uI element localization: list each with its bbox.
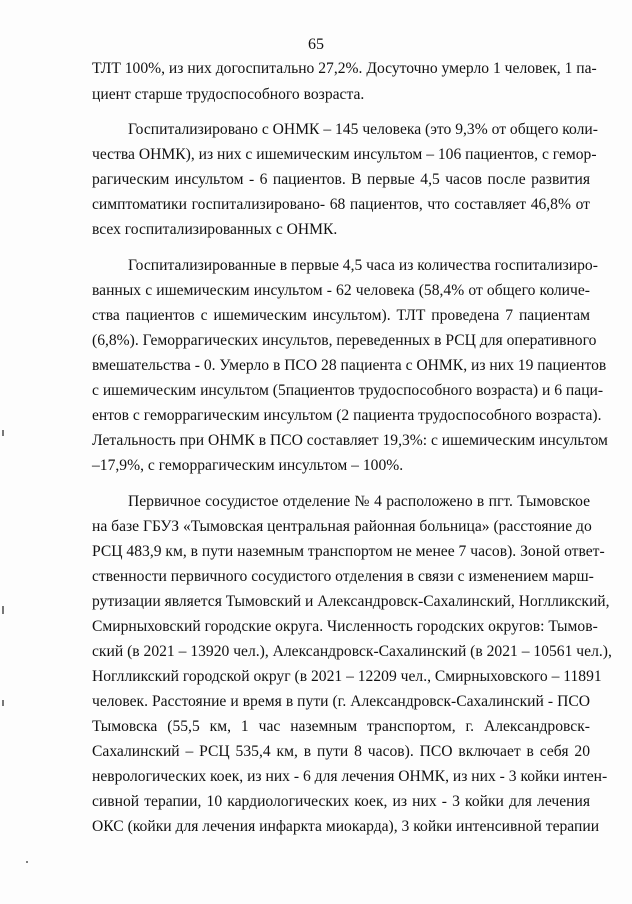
text-line: ОКС (койки для лечения инфаркта миокарда), 3 койки интенсивной терапии	[92, 818, 600, 835]
scan-margin-mark	[2, 430, 4, 436]
text-line: симптоматики госпитализировано- 68 пациентов, что составляет 46,8% от	[92, 196, 590, 213]
text-line: сивной терапии, 10 кардиологических коек, из них - 3 койки для лечения	[92, 793, 590, 810]
text-line: Первичное сосудистое отделение № 4 расположено в пгт. Тымовское	[128, 493, 590, 510]
text-line: –17,9%, с геморрагическим инсультом – 100%.	[92, 457, 404, 474]
text-line: ванных с ишемическим инсультом - 62 человека (58,4% от общего количе-	[92, 282, 590, 299]
text-line: Летальность при ОНМК в ПСО составляет 19,3%: с ишемическим инсультом	[92, 432, 608, 449]
text-line: РСЦ 483,9 км, в пути наземным транспортом не менее 7 часов). Зоной ответ-	[92, 543, 605, 560]
text-line: ТЛТ 100%, из них догоспитально 27,2%. Досуточно умерло 1 человек, 1 па-	[92, 60, 597, 77]
scan-margin-mark	[2, 606, 4, 614]
text-line: чества ОНМК), из них с ишемическим инсультом – 106 пациентов, с гемор-	[92, 146, 597, 163]
text-line: (6,8%). Геморрагических инсультов, переведенных в РСЦ для оперативного	[92, 332, 597, 349]
text-line: всех госпитализированных с ОНМК.	[92, 221, 338, 238]
text-line: Тымовска (55,5 км, 1 час наземным транспортом, г. Александровск-	[92, 718, 590, 735]
text-line: Госпитализированные в первые 4,5 часа из количества госпитализиро-	[128, 257, 598, 274]
text-line: ственности первичного сосудистого отделения в связи с изменением марш-	[92, 568, 594, 585]
text-line: ства пациентов с ишемическим инсультом). ТЛТ проведена 7 пациентам	[92, 307, 590, 324]
text-line: человек. Расстояние и время в пути (г. Александровск-Сахалинский - ПСО	[92, 693, 590, 710]
text-line: вмешательства - 0. Умерло в ПСО 28 пациента с ОНМК, из них 19 пациентов	[92, 357, 607, 374]
text-line: Ноглликский городской округ (в 2021 – 12209 чел., Смирныховского – 11891	[92, 668, 602, 685]
text-line: циент старше трудоспособного возраста.	[92, 86, 365, 103]
text-line: ентов с геморрагическим инсультом (2 пациента трудоспособного возраста).	[92, 407, 602, 424]
text-line: рутизации является Тымовский и Александровск-Сахалинский, Ноглликский,	[92, 593, 610, 610]
text-line: ский (в 2021 – 13920 чел.), Александровск-Сахалинский (в 2021 – 10561 чел.),	[92, 643, 612, 660]
page-number: 65	[308, 36, 324, 53]
scan-margin-mark	[2, 700, 4, 706]
text-line: Госпитализировано с ОНМК – 145 человека (это 9,3% от общего коли-	[128, 121, 598, 138]
text-line: на базе ГБУЗ «Тымовская центральная районная больница» (расстояние до	[92, 518, 592, 535]
scan-speck	[26, 861, 28, 863]
text-line: с ишемическим инсультом (5пациентов трудоспособного возраста) и 6 паци-	[92, 382, 604, 399]
text-line: Смирныховский городские округа. Численность городских округов: Тымов-	[92, 618, 598, 635]
text-line: Сахалинский – РСЦ 535,4 км, в пути 8 часов). ПСО включает в себя 20	[92, 743, 590, 760]
text-line: неврологических коек, из них - 6 для лечения ОНМК, из них - 3 койки интен-	[92, 768, 608, 785]
text-line: рагическим инсультом - 6 пациентов. В первые 4,5 часов после развития	[92, 171, 590, 188]
